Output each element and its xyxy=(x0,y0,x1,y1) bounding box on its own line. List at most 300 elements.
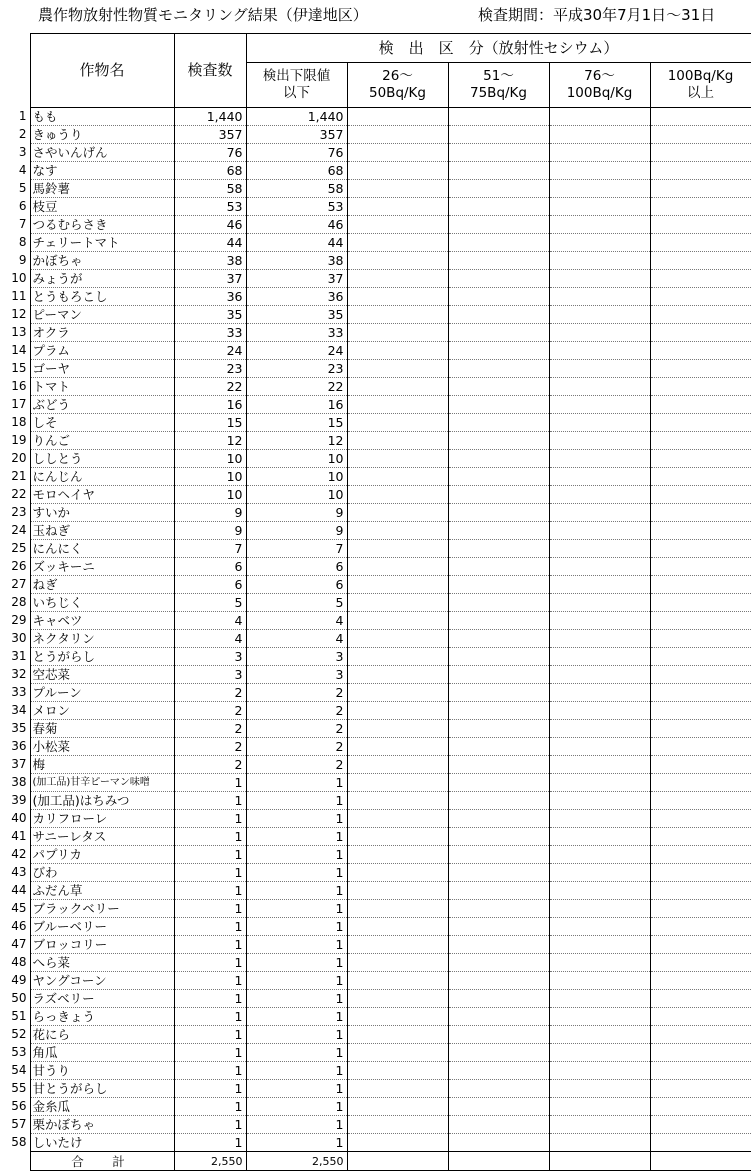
row-number: 9 xyxy=(0,252,30,270)
inspection-count: 1 xyxy=(174,792,246,810)
band-51-75-cell xyxy=(448,162,549,180)
band-26-50-cell xyxy=(347,522,448,540)
nd-count: 6 xyxy=(246,576,347,594)
inspection-count: 1 xyxy=(174,864,246,882)
table-row xyxy=(0,144,751,162)
table-row xyxy=(0,972,751,990)
band-51-75-cell xyxy=(448,378,549,396)
band-over-100-cell xyxy=(650,1008,751,1026)
band-76-100-cell xyxy=(549,252,650,270)
table-row xyxy=(0,162,751,180)
inspection-period: 検査期間：平成30年7月1日～31日 xyxy=(478,6,716,24)
crop-name: モロヘイヤ xyxy=(30,486,174,504)
band-over-100-cell xyxy=(650,468,751,486)
row-number: 50 xyxy=(0,990,30,1008)
row-number: 51 xyxy=(0,1008,30,1026)
band-26-50-cell xyxy=(347,324,448,342)
band-26-50-cell xyxy=(347,576,448,594)
crop-name: 金糸瓜 xyxy=(30,1098,174,1116)
band-51-75-cell xyxy=(448,432,549,450)
band-over-100-cell xyxy=(650,396,751,414)
band-51-75-cell xyxy=(448,234,549,252)
row-number: 40 xyxy=(0,810,30,828)
row-number: 11 xyxy=(0,288,30,306)
band-76-100-cell xyxy=(549,198,650,216)
band-over-100-cell xyxy=(650,612,751,630)
crop-name: ラズベリー xyxy=(30,990,174,1008)
band-51-75-cell xyxy=(448,666,549,684)
crop-name: かぼちゃ xyxy=(30,252,174,270)
band-over-100-cell xyxy=(650,1116,751,1134)
row-number: 34 xyxy=(0,702,30,720)
band-over-100-cell xyxy=(650,144,751,162)
table-row xyxy=(0,1116,751,1134)
row-number: 31 xyxy=(0,648,30,666)
nd-count: 3 xyxy=(246,666,347,684)
row-number: 33 xyxy=(0,684,30,702)
band-51-75-cell xyxy=(448,684,549,702)
crop-name: プルーン xyxy=(30,684,174,702)
band-76-100-cell xyxy=(549,162,650,180)
band-76-100-cell xyxy=(549,216,650,234)
band-over-100-cell xyxy=(650,540,751,558)
band-51-75-cell xyxy=(448,324,549,342)
nd-count: 2 xyxy=(246,720,347,738)
band-76-100-cell xyxy=(549,972,650,990)
band-51-75-cell xyxy=(448,612,549,630)
inspection-count: 1 xyxy=(174,1044,246,1062)
band-76-100-cell xyxy=(549,306,650,324)
band-26-50-cell xyxy=(347,666,448,684)
band-76-100-cell xyxy=(549,324,650,342)
band-over-100-cell xyxy=(650,1080,751,1098)
band-over-100-cell xyxy=(650,288,751,306)
band-76-100-cell xyxy=(549,648,650,666)
nd-count: 357 xyxy=(246,126,347,144)
band-76-100-cell xyxy=(549,360,650,378)
band-26-50-cell xyxy=(347,162,448,180)
band-26-50-cell xyxy=(347,594,448,612)
band-over-100-cell xyxy=(650,990,751,1008)
band-51-75-cell xyxy=(448,954,549,972)
row-number: 23 xyxy=(0,504,30,522)
band-51-75-cell xyxy=(448,1116,549,1134)
band-26-50-cell xyxy=(347,882,448,900)
band-51-75-cell xyxy=(448,810,549,828)
table-row xyxy=(0,360,751,378)
row-number: 38 xyxy=(0,774,30,792)
band-51-75-cell xyxy=(448,1008,549,1026)
nd-count: 1 xyxy=(246,1008,347,1026)
band-51-75-cell xyxy=(448,738,549,756)
band-26-50-cell xyxy=(347,900,448,918)
inspection-count: 1 xyxy=(174,1080,246,1098)
band-26-50-cell xyxy=(347,612,448,630)
band-26-50-cell xyxy=(347,126,448,144)
band-76-100-cell xyxy=(549,108,650,126)
band-51-75-cell xyxy=(448,342,549,360)
table-row xyxy=(0,234,751,252)
row-number: 1 xyxy=(0,108,30,126)
nd-count: 1,440 xyxy=(246,108,347,126)
band-76-100-cell xyxy=(549,522,650,540)
band-26-50-cell xyxy=(347,1008,448,1026)
row-number: 10 xyxy=(0,270,30,288)
inspection-count: 58 xyxy=(174,180,246,198)
count-header: 検査数 xyxy=(174,34,246,108)
nd-count: 36 xyxy=(246,288,347,306)
band-76-100-cell xyxy=(549,630,650,648)
table-row xyxy=(0,882,751,900)
crop-name: しいたけ xyxy=(30,1134,174,1152)
band-51-75-cell xyxy=(448,1080,549,1098)
band-76-100-cell xyxy=(549,918,650,936)
band-over-100-cell xyxy=(650,648,751,666)
nd-count: 7 xyxy=(246,540,347,558)
crop-name: びわ xyxy=(30,864,174,882)
nd-count: 10 xyxy=(246,450,347,468)
band-26-50-cell xyxy=(347,306,448,324)
total-label: 合 計 xyxy=(30,1152,174,1171)
row-number: 4 xyxy=(0,162,30,180)
band-26-50-cell xyxy=(347,1026,448,1044)
nd-count: 1 xyxy=(246,918,347,936)
band-76-100-cell xyxy=(549,342,650,360)
band-over-100-cell xyxy=(650,432,751,450)
band-26-50-cell xyxy=(347,918,448,936)
crop-name: さやいんげん xyxy=(30,144,174,162)
nd-count: 1 xyxy=(246,792,347,810)
row-number: 54 xyxy=(0,1062,30,1080)
band-26-50-cell xyxy=(347,180,448,198)
inspection-count: 1,440 xyxy=(174,108,246,126)
band-76-100-cell xyxy=(549,144,650,162)
band-26-50-cell xyxy=(347,774,448,792)
band-over-100-cell xyxy=(650,864,751,882)
row-number: 52 xyxy=(0,1026,30,1044)
row-number: 6 xyxy=(0,198,30,216)
table-row xyxy=(0,468,751,486)
nd-count: 2 xyxy=(246,684,347,702)
nd-count: 68 xyxy=(246,162,347,180)
inspection-count: 24 xyxy=(174,342,246,360)
band-51-75-cell xyxy=(448,288,549,306)
row-number: 15 xyxy=(0,360,30,378)
table-row xyxy=(0,1080,751,1098)
row-number: 32 xyxy=(0,666,30,684)
band-51-75-cell xyxy=(448,1026,549,1044)
band-over-100-cell xyxy=(650,414,751,432)
table-row xyxy=(0,738,751,756)
crop-name: キャベツ xyxy=(30,612,174,630)
row-number: 8 xyxy=(0,234,30,252)
row-number-header xyxy=(0,34,30,108)
table-row xyxy=(0,288,751,306)
row-number: 53 xyxy=(0,1044,30,1062)
table-row xyxy=(0,666,751,684)
crop-name: らっきょう xyxy=(30,1008,174,1026)
crop-name: 枝豆 xyxy=(30,198,174,216)
inspection-count: 33 xyxy=(174,324,246,342)
nd-count: 16 xyxy=(246,396,347,414)
nd-count: 1 xyxy=(246,1080,347,1098)
row-number: 19 xyxy=(0,432,30,450)
band-26-50-cell xyxy=(347,558,448,576)
band-76-100-cell xyxy=(549,828,650,846)
band-51-75-cell xyxy=(448,126,549,144)
row-number: 48 xyxy=(0,954,30,972)
nd-count: 12 xyxy=(246,432,347,450)
band-76-100-cell xyxy=(549,1026,650,1044)
nd-count: 38 xyxy=(246,252,347,270)
band-26-50-cell xyxy=(347,216,448,234)
nd-count: 1 xyxy=(246,810,347,828)
row-number: 18 xyxy=(0,414,30,432)
band-76-100-cell xyxy=(549,432,650,450)
crop-name: 甘とうがらし xyxy=(30,1080,174,1098)
crop-name: オクラ xyxy=(30,324,174,342)
inspection-count: 16 xyxy=(174,396,246,414)
band-51-75-cell xyxy=(448,720,549,738)
band-76-100-cell xyxy=(549,126,650,144)
table-row xyxy=(0,432,751,450)
table-row xyxy=(0,1062,751,1080)
inspection-count: 1 xyxy=(174,1134,246,1152)
nd-count: 1 xyxy=(246,1044,347,1062)
band-51-75-cell xyxy=(448,504,549,522)
inspection-count: 9 xyxy=(174,522,246,540)
inspection-count: 6 xyxy=(174,558,246,576)
inspection-count: 1 xyxy=(174,810,246,828)
crop-name: ブラックベリー xyxy=(30,900,174,918)
nd-count: 1 xyxy=(246,864,347,882)
band-51-75-cell xyxy=(448,972,549,990)
table-row xyxy=(0,1008,751,1026)
row-number: 58 xyxy=(0,1134,30,1152)
band-26-50-cell xyxy=(347,270,448,288)
band-26-50-cell xyxy=(347,1134,448,1152)
crop-name: きゅうり xyxy=(30,126,174,144)
inspection-count: 1 xyxy=(174,1098,246,1116)
band-over-100-cell xyxy=(650,306,751,324)
table-row xyxy=(0,900,751,918)
table-row xyxy=(0,252,751,270)
crop-name: とうがらし xyxy=(30,648,174,666)
band-26-50-cell xyxy=(347,1116,448,1134)
inspection-count: 46 xyxy=(174,216,246,234)
row-number: 26 xyxy=(0,558,30,576)
nd-count: 1 xyxy=(246,774,347,792)
row-number: 21 xyxy=(0,468,30,486)
crop-name: ブロッコリー xyxy=(30,936,174,954)
nd-count: 1 xyxy=(246,1026,347,1044)
band-76-100-cell xyxy=(549,612,650,630)
band-51-75-cell xyxy=(448,702,549,720)
band-26-50-cell xyxy=(347,684,448,702)
band-26-50-cell xyxy=(347,936,448,954)
nd-count: 76 xyxy=(246,144,347,162)
nd-count: 2 xyxy=(246,738,347,756)
band-76-100-cell xyxy=(549,1008,650,1026)
band-over-100-cell xyxy=(650,594,751,612)
table-row xyxy=(0,648,751,666)
band-51-75-cell xyxy=(448,594,549,612)
band-51-75-cell xyxy=(448,216,549,234)
band-over-100-cell xyxy=(650,486,751,504)
nd-count: 1 xyxy=(246,846,347,864)
band-26-50-cell xyxy=(347,450,448,468)
table-row xyxy=(0,594,751,612)
crop-name: つるむらさき xyxy=(30,216,174,234)
row-number: 39 xyxy=(0,792,30,810)
band-76-100-cell xyxy=(549,468,650,486)
band-51-75-cell xyxy=(448,558,549,576)
band-26-50-cell xyxy=(347,378,448,396)
band-over-100-cell xyxy=(650,558,751,576)
table-row xyxy=(0,450,751,468)
crop-name: ゴーヤ xyxy=(30,360,174,378)
band-51-75-cell xyxy=(448,846,549,864)
band-26-50-cell xyxy=(347,414,448,432)
row-number: 28 xyxy=(0,594,30,612)
band-over-100-cell xyxy=(650,918,751,936)
inspection-count: 36 xyxy=(174,288,246,306)
band-76-100-cell xyxy=(549,774,650,792)
total-row xyxy=(0,1152,751,1171)
band-76-100-cell xyxy=(549,378,650,396)
band-76-100-cell xyxy=(549,576,650,594)
total-band-over-100 xyxy=(650,1152,751,1171)
band-76-100-cell xyxy=(549,900,650,918)
table-row xyxy=(0,810,751,828)
inspection-count: 76 xyxy=(174,144,246,162)
table-row xyxy=(0,792,751,810)
band-51-75-header: 51～ 75Bq/Kg xyxy=(448,63,549,108)
nd-count: 44 xyxy=(246,234,347,252)
table-row xyxy=(0,324,751,342)
band-over-100-cell xyxy=(650,270,751,288)
band-51-75-cell xyxy=(448,630,549,648)
row-number: 55 xyxy=(0,1080,30,1098)
nd-count: 1 xyxy=(246,936,347,954)
inspection-count: 357 xyxy=(174,126,246,144)
band-26-50-cell xyxy=(347,144,448,162)
inspection-count: 10 xyxy=(174,450,246,468)
page-title: 農作物放射性物質モニタリング結果（伊達地区） xyxy=(38,6,368,24)
table-row xyxy=(0,612,751,630)
row-number: 12 xyxy=(0,306,30,324)
band-over-100-cell xyxy=(650,666,751,684)
nd-count: 10 xyxy=(246,468,347,486)
inspection-count: 1 xyxy=(174,954,246,972)
band-over-100-cell xyxy=(650,450,751,468)
table-row xyxy=(0,684,751,702)
nd-count: 2 xyxy=(246,756,347,774)
crop-name: プラム xyxy=(30,342,174,360)
row-number: 29 xyxy=(0,612,30,630)
band-over-100-cell xyxy=(650,378,751,396)
band-26-50-cell xyxy=(347,252,448,270)
band-76-100-cell xyxy=(549,990,650,1008)
band-26-50-cell xyxy=(347,342,448,360)
band-over-100-cell xyxy=(650,792,751,810)
band-over-100-cell xyxy=(650,900,751,918)
nd-count: 9 xyxy=(246,504,347,522)
band-51-75-cell xyxy=(448,144,549,162)
nd-count: 53 xyxy=(246,198,347,216)
band-over-100-cell xyxy=(650,576,751,594)
nd-count: 37 xyxy=(246,270,347,288)
row-number: 49 xyxy=(0,972,30,990)
band-51-75-cell xyxy=(448,486,549,504)
nd-count: 3 xyxy=(246,648,347,666)
table-row xyxy=(0,198,751,216)
table-row xyxy=(0,1044,751,1062)
inspection-count: 22 xyxy=(174,378,246,396)
row-number: 5 xyxy=(0,180,30,198)
row-number: 27 xyxy=(0,576,30,594)
table-row xyxy=(0,990,751,1008)
band-over-100-cell xyxy=(650,342,751,360)
inspection-count: 1 xyxy=(174,900,246,918)
row-number: 44 xyxy=(0,882,30,900)
table-row xyxy=(0,1098,751,1116)
row-number: 35 xyxy=(0,720,30,738)
table-row xyxy=(0,504,751,522)
inspection-count: 10 xyxy=(174,486,246,504)
band-26-50-cell xyxy=(347,990,448,1008)
band-51-75-cell xyxy=(448,774,549,792)
crop-name: へら菜 xyxy=(30,954,174,972)
band-26-50-cell xyxy=(347,630,448,648)
row-number: 30 xyxy=(0,630,30,648)
inspection-count: 2 xyxy=(174,738,246,756)
table-row xyxy=(0,396,751,414)
inspection-count: 1 xyxy=(174,918,246,936)
inspection-count: 5 xyxy=(174,594,246,612)
band-51-75-cell xyxy=(448,756,549,774)
table-row xyxy=(0,414,751,432)
band-76-100-cell xyxy=(549,558,650,576)
band-51-75-cell xyxy=(448,198,549,216)
band-over-100-cell xyxy=(650,180,751,198)
nd-count: 5 xyxy=(246,594,347,612)
inspection-count: 12 xyxy=(174,432,246,450)
band-26-50-cell xyxy=(347,288,448,306)
total-nd: 2,550 xyxy=(246,1152,347,1171)
band-51-75-cell xyxy=(448,522,549,540)
row-number: 45 xyxy=(0,900,30,918)
band-26-50-header: 26～ 50Bq/Kg xyxy=(347,63,448,108)
table-row xyxy=(0,126,751,144)
band-over-100-cell xyxy=(650,1098,751,1116)
row-number: 25 xyxy=(0,540,30,558)
band-over-100-cell xyxy=(650,882,751,900)
crop-name: にんにく xyxy=(30,540,174,558)
band-76-100-cell xyxy=(549,684,650,702)
table-row xyxy=(0,108,751,126)
band-51-75-cell xyxy=(448,864,549,882)
band-51-75-cell xyxy=(448,990,549,1008)
band-over-100-cell xyxy=(650,738,751,756)
table-row xyxy=(0,918,751,936)
band-76-100-cell xyxy=(549,1098,650,1116)
inspection-count: 1 xyxy=(174,1062,246,1080)
crop-name: 馬鈴薯 xyxy=(30,180,174,198)
inspection-count: 4 xyxy=(174,612,246,630)
band-26-50-cell xyxy=(347,1062,448,1080)
band-26-50-cell xyxy=(347,828,448,846)
